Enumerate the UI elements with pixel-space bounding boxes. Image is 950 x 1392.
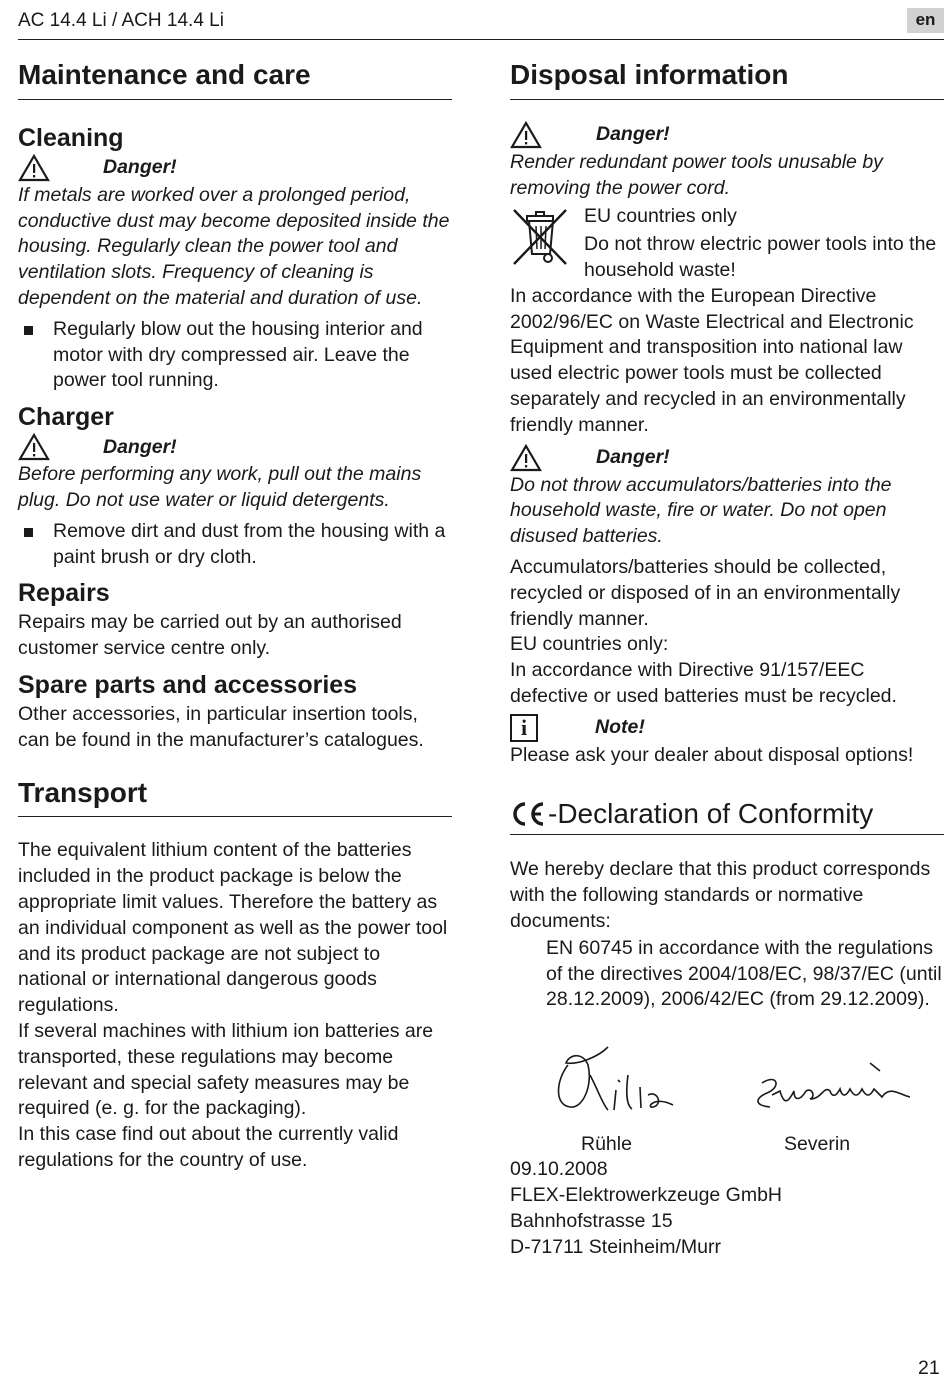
cleaning-heading: Cleaning [18,123,124,152]
signer-names [510,1133,944,1156]
danger-label: Danger! [103,435,177,458]
standard-text: EN 60745 in accordance with the regulations of the directives 2004/108/EC, 98/37/EC (until 28.12.2009), 2006/42/EC (from 29.12.2009). [546,936,942,1011]
header-rule [18,39,944,40]
directive-2-text: In accordance with Directive 91/157/EEC defective or used batteries must be recycled. [510,659,897,707]
right-column [510,54,944,1260]
charger-danger [18,432,452,462]
repairs-text: Repairs may be carried out by an authorised customer service centre only. [18,611,402,660]
weee-text: Do not throw electric power tools into the household waste! [584,233,937,281]
info-icon: i [510,714,538,742]
signer-ruhle-name: Rühle [581,1133,632,1156]
danger-1-text: Render redundant power tools unusable by removing the power cord. [510,150,883,199]
page-number: 21 [918,1357,940,1379]
note-label: Note! [595,716,645,739]
maintenance-heading: Maintenance and care [18,54,452,100]
charger-heading: Charger [18,403,114,432]
signature-severin [732,1035,932,1133]
danger-2-text: Do not throw accumulators/batteries into the household waste, fire or water. Do not open disused batteries. [510,473,892,548]
company-name: FLEX-Elektrowerkzeuge GmbH [510,1183,783,1206]
disposal-danger-2 [510,443,944,473]
company-city: D-71711 Steinheim/Murr [510,1235,721,1258]
warning-triangle-icon [18,154,50,182]
danger-label: Danger! [596,123,670,146]
left-column [18,54,452,1174]
danger-label: Danger! [596,446,670,469]
spare-parts-heading: Spare parts and accessories [18,670,358,699]
ce-heading-text: -Declaration of Conformity [548,797,874,829]
directive-text: In accordance with the European Directive 2002/96/EC on Waste Electrical and Electronic Equipment and transposition into national law used electric power tools must be collected separately and recycled in an environmentally friendly manner. [510,284,914,436]
repairs-heading: Repairs [18,579,110,608]
transport-text-3: In this case find out about the currently valid regulations for the country of use. [18,1123,399,1171]
signatures [510,1035,944,1133]
document-title: AC 14.4 Li / ACH 14.4 Li [18,10,224,31]
signature-ruhle [548,1035,698,1133]
language-badge: en [907,8,944,33]
cleaning-warning-text: If metals are worked over a prolonged period, conductive dust may become deposited inside the housing. Regularly clean the power tool and ventilation slots. Frequency of cleaning is dependent on the material and duration of use. [18,183,450,309]
signer-severin-name: Severin [783,1133,851,1156]
transport-heading: Transport [18,772,452,818]
eu-only-label-2: EU countries only: [510,633,669,656]
charger-warning-text: Before performing any work, pull out the mains plug. Do not use water or liquid detergents. [18,463,422,511]
disposal-danger-1 [510,120,944,150]
cleaning-danger [18,153,452,183]
charger-bullet: Remove dirt and dust from the housing with a paint brush or dry cloth. [18,519,452,571]
eu-only-label: EU countries only [584,205,737,228]
ce-mark-icon [510,800,548,828]
spare-parts-text: Other accessories, in particular insertion tools, can be found in the manufacturer’s catalogues. [18,702,424,751]
declaration-date: 09.10.2008 [510,1158,608,1181]
batteries-text: Accumulators/batteries should be collected, recycled or disposed of in an environmentally friendly manner. [510,555,901,630]
weee-block [510,204,944,283]
disposal-heading: Disposal information [510,54,944,100]
warning-triangle-icon [18,433,50,461]
declaration-text: We hereby declare that this product corresponds with the following standards or normative documents: [510,858,931,932]
transport-text-2: If several machines with lithium ion batteries are transported, these regulations may become relevant and special safety measures may be required (e. g. for the packaging). [18,1019,434,1120]
danger-label: Danger! [103,156,177,179]
ce-declaration-heading [510,793,944,836]
warning-triangle-icon [510,444,542,472]
crossed-out-bin-icon [510,206,570,268]
warning-triangle-icon [510,121,542,149]
company-street: Bahnhofstrasse 15 [510,1209,673,1232]
cleaning-bullet: Regularly blow out the housing interior and motor with dry compressed air. Leave the power tool running. [18,317,452,394]
transport-text-1: The equivalent lithium content of the batteries included in the product package is below the appropriate limit values. Therefore the battery as an individual component as well as the power tool and its product package are not subject to national or international dangerous goods regulations. [18,839,448,1017]
note-text: Please ask your dealer about disposal options! [510,743,914,766]
note-block [510,713,944,743]
